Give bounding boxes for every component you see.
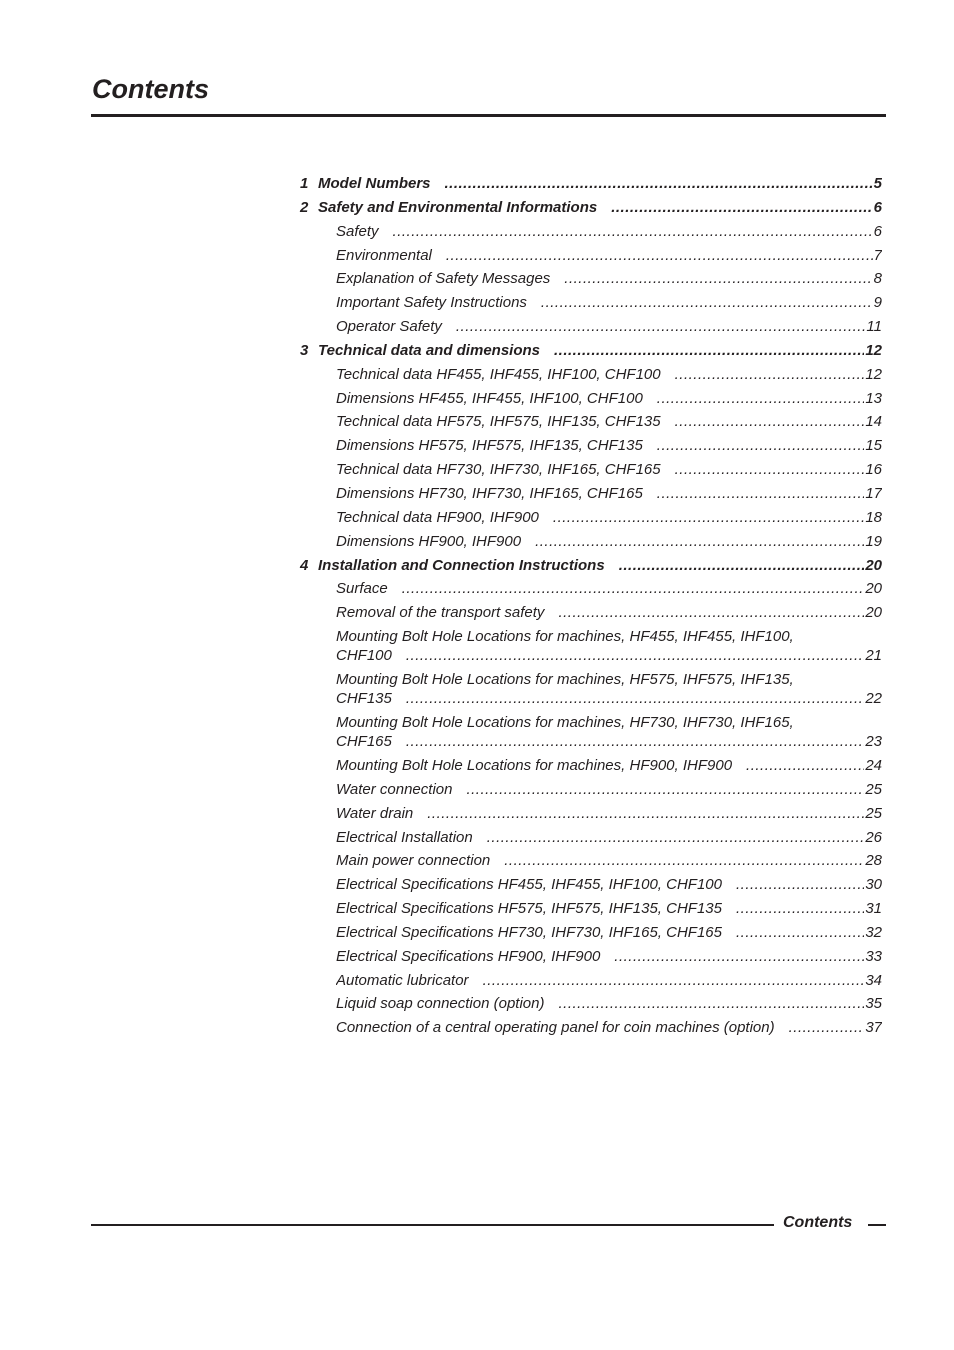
toc-dot-leader — [456, 317, 866, 336]
toc-section-entry[interactable] — [300, 220, 882, 244]
toc-page-number: 17 — [865, 484, 882, 502]
toc-entry-title: CHF165 — [336, 733, 392, 751]
toc-section-entry[interactable] — [300, 410, 882, 434]
toc-page-number: 11 — [866, 318, 882, 336]
toc-dot-leader — [406, 646, 864, 665]
footer-divider-end — [868, 1224, 886, 1226]
page-title: Contents — [92, 74, 209, 104]
toc-entry-title: Liquid soap connection (option) — [336, 995, 545, 1013]
toc-dot-leader — [675, 460, 865, 479]
toc-dot-leader — [736, 899, 864, 918]
toc-section-entry[interactable] — [300, 826, 882, 850]
toc-entry-title: Installation and Connection Instructions — [318, 556, 605, 574]
toc-entry-title: CHF135 — [336, 690, 392, 708]
toc-chapter-number: 3 — [300, 341, 309, 359]
toc-page-number: 22 — [865, 690, 882, 708]
toc-page-number: 6 — [873, 222, 882, 240]
toc-dot-leader — [402, 579, 865, 598]
toc-page-number: 5 — [873, 175, 882, 192]
toc-page-number: 15 — [865, 437, 882, 455]
toc-entry-title: Connection of a central operating panel for coin machines (option) — [336, 1019, 775, 1037]
toc-section-entry[interactable] — [300, 897, 882, 921]
toc-entry-title: Safety and Environmental Informations — [318, 198, 598, 216]
toc-page-number: 31 — [865, 900, 882, 918]
toc-entry-title: Surface — [336, 580, 388, 598]
toc-section-entry[interactable] — [300, 267, 882, 291]
toc-entry-title: Dimensions HF730, IHF730, IHF165, CHF165 — [336, 484, 643, 502]
toc-entry-title: Important Safety Instructions — [336, 294, 527, 312]
toc-entry-title-line1: Mounting Bolt Hole Locations for machines, HF575, IHF575, IHF135, — [336, 671, 794, 689]
toc-dot-leader — [736, 875, 864, 894]
toc-dot-leader — [483, 971, 865, 990]
toc-section-entry[interactable] — [300, 969, 882, 993]
toc-entry-title: Technical data HF730, IHF730, IHF165, CHF165 — [336, 461, 661, 479]
toc-entry-title: Safety — [336, 222, 379, 240]
toc-page-number: 12 — [865, 341, 882, 359]
toc-entry-title: Main power connection — [336, 852, 491, 870]
toc-section-entry[interactable] — [300, 315, 882, 339]
toc-dot-leader — [657, 389, 865, 408]
toc-chapter-number: 2 — [300, 198, 309, 216]
toc-section-entry[interactable] — [300, 577, 882, 601]
toc-entry-title: Technical data HF575, IHF575, IHF135, CHF135 — [336, 413, 661, 431]
toc-chapter-number: 1 — [300, 175, 309, 192]
toc-page-number: 25 — [865, 780, 882, 798]
toc-dot-leader — [746, 756, 864, 775]
toc-page-number: 30 — [865, 876, 882, 894]
toc-page-number: 21 — [865, 647, 882, 665]
toc-page-number: 16 — [865, 461, 882, 479]
toc-section-entry[interactable] — [300, 778, 882, 802]
toc-page-number: 9 — [873, 294, 882, 312]
toc-dot-leader — [535, 532, 864, 551]
toc-dot-leader — [564, 269, 872, 288]
toc-section-entry[interactable] — [300, 921, 882, 945]
toc-page-number: 20 — [865, 580, 882, 598]
toc-page-number: 28 — [865, 852, 882, 870]
toc-dot-leader — [541, 293, 873, 312]
toc-dot-leader — [558, 603, 864, 622]
toc-dot-leader — [675, 412, 865, 431]
toc-entry-title: Automatic lubricator — [336, 971, 469, 989]
toc-dot-leader — [553, 508, 864, 527]
toc-section-entry[interactable] — [300, 625, 882, 668]
toc-section-entry[interactable] — [300, 244, 882, 268]
toc-dot-leader — [614, 947, 864, 966]
toc-dot-leader — [611, 198, 872, 217]
toc-section-entry[interactable] — [300, 387, 882, 411]
toc-entry-title: Technical data HF900, IHF900 — [336, 508, 539, 526]
toc-dot-leader — [789, 1018, 865, 1037]
toc-dot-leader — [393, 222, 873, 241]
toc-chapter-number: 4 — [300, 556, 309, 574]
toc-section-entry[interactable] — [300, 601, 882, 625]
toc-dot-leader — [406, 732, 864, 751]
toc-dot-leader — [657, 484, 865, 503]
toc-section-entry[interactable] — [300, 754, 882, 778]
toc-entry-title: Model Numbers — [318, 175, 431, 192]
toc-section-entry[interactable] — [300, 849, 882, 873]
toc-entry-title: Electrical Specifications HF455, IHF455, IHF100, CHF100 — [336, 876, 722, 894]
toc-page-number: 12 — [865, 365, 882, 383]
toc-page-number: 33 — [865, 947, 882, 965]
toc-entry-title: Water drain — [336, 804, 414, 822]
toc-section-entry[interactable] — [300, 873, 882, 897]
toc-section-entry[interactable] — [300, 1016, 882, 1040]
toc-section-entry[interactable] — [300, 363, 882, 387]
toc-entry-title: Explanation of Safety Messages — [336, 270, 551, 288]
toc-entry-title: Electrical Installation — [336, 828, 473, 846]
toc-chapter-entry[interactable] — [300, 172, 882, 196]
toc-dot-leader — [504, 851, 864, 870]
toc-entry-title-line1: Mounting Bolt Hole Locations for machines, HF455, IHF455, IHF100, — [336, 628, 794, 646]
toc-entry-title: Electrical Specifications HF900, IHF900 — [336, 947, 601, 965]
toc-page-number: 8 — [873, 270, 882, 288]
toc-dot-leader — [675, 365, 865, 384]
footer-section-label: Contents — [783, 1214, 853, 1231]
toc-dot-leader — [554, 341, 864, 360]
toc-page-number: 7 — [873, 246, 882, 264]
toc-dot-leader — [619, 556, 865, 575]
toc-entry-title: Technical data HF455, IHF455, IHF100, CHF100 — [336, 365, 661, 383]
toc-page-number: 23 — [865, 733, 882, 751]
toc-page-number: 13 — [865, 389, 882, 407]
toc-dot-leader — [445, 174, 873, 193]
toc-entry-title: Operator Safety — [336, 318, 442, 336]
toc-dot-leader — [558, 994, 864, 1013]
toc-dot-leader — [657, 436, 865, 455]
toc-page-number: 19 — [865, 532, 882, 550]
toc-entry-title: Electrical Specifications HF575, IHF575, IHF135, CHF135 — [336, 900, 722, 918]
toc-section-entry[interactable] — [300, 482, 882, 506]
toc-dot-leader — [406, 689, 864, 708]
toc-entry-title: Dimensions HF900, IHF900 — [336, 532, 522, 550]
toc-page-number: 14 — [865, 413, 882, 431]
toc-page-number: 34 — [865, 971, 882, 989]
toc-section-entry[interactable] — [300, 992, 882, 1016]
toc-entry-title: Removal of the transport safety — [336, 604, 545, 622]
toc-chapter-entry[interactable] — [300, 339, 882, 363]
toc-dot-leader — [446, 246, 873, 265]
toc-section-entry[interactable] — [300, 945, 882, 969]
toc-entry-title: Dimensions HF575, IHF575, IHF135, CHF135 — [336, 437, 643, 455]
toc-dot-leader — [466, 780, 864, 799]
toc-chapter-entry[interactable] — [300, 554, 882, 578]
toc-section-entry[interactable] — [300, 802, 882, 826]
toc-section-entry[interactable] — [300, 711, 882, 754]
toc-chapter-entry[interactable] — [300, 196, 882, 220]
toc-dot-leader — [427, 804, 864, 823]
toc-entry-title: Mounting Bolt Hole Locations for machines, HF900, IHF900 — [336, 757, 733, 775]
toc-section-entry[interactable] — [300, 668, 882, 711]
toc-page-number: 35 — [865, 995, 882, 1013]
toc-entry-title: Environmental — [336, 246, 432, 264]
toc-entry-title: Electrical Specifications HF730, IHF730, IHF165, CHF165 — [336, 923, 722, 941]
toc-section-entry[interactable] — [300, 291, 882, 315]
toc-section-entry[interactable] — [300, 506, 882, 530]
toc-page-number: 26 — [865, 828, 882, 846]
toc-page-number: 20 — [865, 604, 882, 622]
toc-page-number: 18 — [865, 508, 882, 526]
toc-entry-title: Technical data and dimensions — [318, 341, 540, 359]
toc-entry-title-line1: Mounting Bolt Hole Locations for machines, HF730, IHF730, IHF165, — [336, 714, 794, 732]
toc-page-number: 32 — [865, 923, 882, 941]
title-divider — [91, 114, 886, 117]
toc-section-entry[interactable] — [300, 434, 882, 458]
toc-dot-leader — [736, 923, 864, 942]
toc-entry-title: Dimensions HF455, IHF455, IHF100, CHF100 — [336, 389, 643, 407]
toc-section-entry[interactable] — [300, 458, 882, 482]
toc-page-number: 6 — [873, 198, 882, 216]
toc-page-number: 20 — [865, 556, 882, 574]
toc-dot-leader — [487, 828, 865, 847]
toc-entry-title: Water connection — [336, 780, 453, 798]
footer-divider — [91, 1224, 774, 1226]
table-of-contents — [300, 172, 882, 1040]
toc-page-number: 37 — [865, 1019, 882, 1037]
toc-page-number: 24 — [865, 757, 882, 775]
toc-page-number: 25 — [865, 804, 882, 822]
toc-section-entry[interactable] — [300, 530, 882, 554]
toc-entry-title: CHF100 — [336, 647, 392, 665]
